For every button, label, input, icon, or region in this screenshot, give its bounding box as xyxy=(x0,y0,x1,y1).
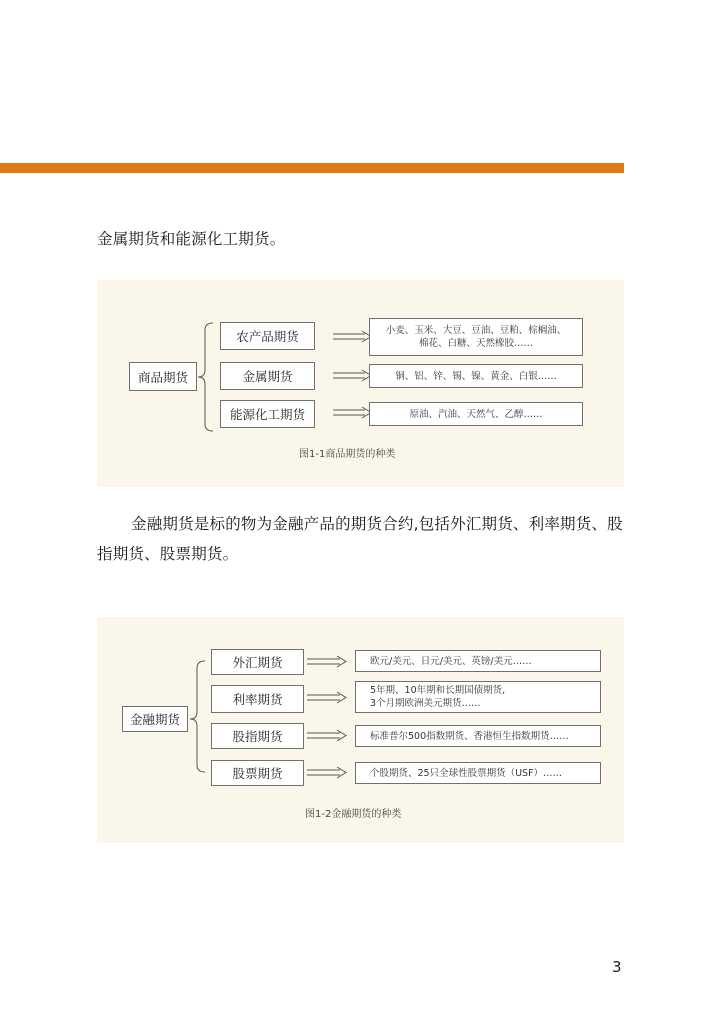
figure1-category-agricultural: 农产品期货 xyxy=(220,322,315,350)
detail-line: 个股期货、25只全球性股票期货（USF）…… xyxy=(370,767,563,779)
page-number: 3 xyxy=(612,958,622,976)
figure2-detail-rate xyxy=(355,681,601,713)
figure2-category-rate: 利率期货 xyxy=(211,685,304,713)
figure2-category-stock: 股票期货 xyxy=(211,760,304,786)
figure2-detail-fx xyxy=(355,650,601,672)
figure1-detail-metal xyxy=(369,364,583,388)
paragraph-financial-futures: 金融期货是标的物为金融产品的期货合约,包括外汇期货、利率期货、股指期货、股票期货。 xyxy=(97,515,623,563)
figure1-caption: 图1-1商品期货的种类 xyxy=(299,449,396,460)
detail-line: 原油、汽油、天然气、乙醇…… xyxy=(409,408,543,420)
figure1-detail-agricultural xyxy=(369,318,583,356)
detail-line: 标准普尔500指数期货、香港恒生指数期货…… xyxy=(370,730,569,742)
figure2-category-fx: 外汇期货 xyxy=(211,649,304,675)
figure1-detail-energy xyxy=(369,402,583,426)
detail-line: 3个月期欧洲美元期货…… xyxy=(370,698,481,709)
detail-line: 小麦、玉米、大豆、豆油、豆粕、棕榈油、 xyxy=(385,325,567,336)
figure2-caption: 图1-2金融期货的种类 xyxy=(305,809,402,820)
figure2-detail-stock xyxy=(355,762,601,784)
header-orange-rule xyxy=(0,163,624,173)
figure2-root-box: 金融期货 xyxy=(122,706,188,732)
figure1-category-metal: 金属期货 xyxy=(220,362,315,390)
figure-commodity-futures xyxy=(97,280,624,487)
figure-financial-futures xyxy=(97,617,624,843)
figure2-detail-index xyxy=(355,725,601,747)
paragraph-intro-tail: 金属期货和能源化工期货。 xyxy=(97,230,286,248)
figure2-category-index: 股指期货 xyxy=(211,723,304,749)
figure1-root-box: 商品期货 xyxy=(129,362,197,391)
detail-line: 棉花、白糖、天然橡胶…… xyxy=(418,338,533,349)
detail-line: 欧元/美元、日元/美元、英镑/美元…… xyxy=(370,655,532,667)
detail-line: 铜、铝、锌、锡、镍、黄金、白银…… xyxy=(395,370,557,382)
figure1-category-energy: 能源化工期货 xyxy=(220,400,315,428)
detail-line: 5年期、10年期和长期国债期货, xyxy=(370,685,506,696)
